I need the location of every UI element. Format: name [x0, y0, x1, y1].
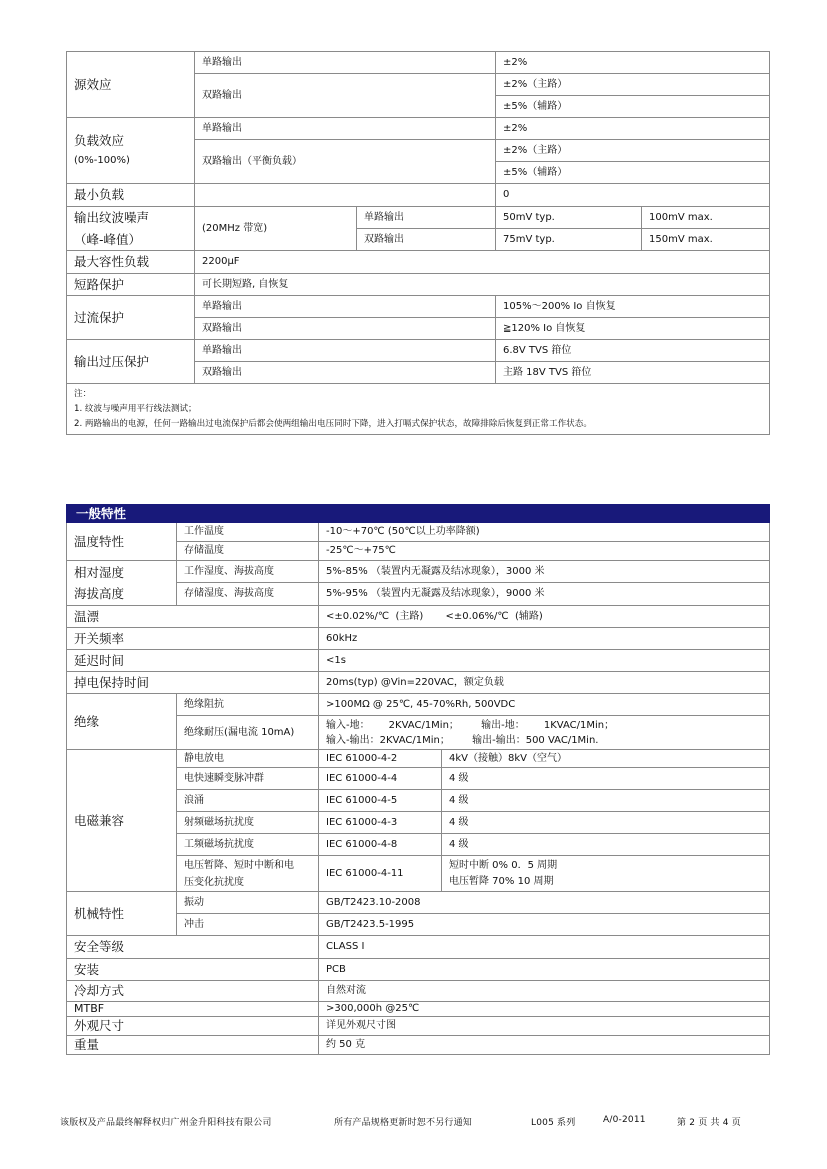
mech-shock-value: GB/T2423.5-1995 [319, 914, 770, 936]
over-current-dual-value: ≧120% Io 自恢复 [496, 318, 770, 340]
insulation-label: 绝缘 [67, 694, 177, 750]
insulation-resistance: 绝缘阻抗 [177, 694, 319, 716]
cooling-label: 冷却方式 [67, 981, 319, 1002]
temp-storage-value: -25℃～+75℃ [319, 542, 770, 561]
ripple-single: 单路输出 [357, 207, 496, 229]
section-header: 一般特性 [67, 505, 770, 523]
mtbf-label: MTBF [67, 1002, 319, 1017]
short-circuit-label: 短路保护 [67, 274, 195, 296]
weight-value: 约 50 克 [319, 1036, 770, 1055]
emc-level: 4 级 [442, 768, 770, 790]
install-label: 安装 [67, 959, 319, 981]
emc-standard: IEC 61000-4-8 [319, 834, 442, 856]
footer-series: L005 系列 [531, 1118, 576, 1128]
safety-label: 安全等级 [67, 936, 319, 959]
install-value: PCB [319, 959, 770, 981]
min-load-empty [195, 184, 496, 207]
over-current-single-value: 105%～200% Io 自恢复 [496, 296, 770, 318]
emc-item: 静电放电 [177, 750, 319, 768]
weight-label: 重量 [67, 1036, 319, 1055]
footer-copyright: 该版权及产品最终解释权归广州金升阳科技有限公司 [60, 1118, 272, 1128]
output-spec-table [66, 51, 770, 435]
over-current-label: 过流保护 [67, 296, 195, 340]
emc-item: 电快速瞬变脉冲群 [177, 768, 319, 790]
short-circuit-value: 可长期短路, 自恢复 [195, 274, 770, 296]
emc-level: 4 级 [442, 812, 770, 834]
temp-label: 温度特性 [67, 523, 177, 561]
mech-shock: 冲击 [177, 914, 319, 936]
footer-version: A/0-2011 [603, 1115, 646, 1125]
insulation-withstand-value [319, 716, 770, 750]
ripple-subtitle: （峰-峰值） [74, 231, 142, 247]
drift-label: 温漂 [67, 606, 319, 628]
over-voltage-dual-value: 主路 18V TVS 箝位 [496, 362, 770, 384]
load-effect-single: 单路输出 [195, 118, 496, 140]
humidity-title: 相对湿度 [74, 564, 125, 580]
source-effect-label: 源效应 [67, 52, 195, 118]
notes [67, 384, 770, 435]
mech-vibration-value: GB/T2423.10-2008 [319, 892, 770, 914]
holdup-value: 20ms(typ) @Vin=220VAC，额定负载 [319, 672, 770, 694]
switch-freq-label: 开关频率 [67, 628, 319, 650]
emc-standard: IEC 61000-4-2 [319, 750, 442, 768]
withstand-line-1: 输入-地： 2KVAC/1Min； 输出-地： 1KVAC/1Min； [326, 719, 615, 731]
emc-level: 4 级 [442, 790, 770, 812]
emc-level: 4 级 [442, 834, 770, 856]
mech-label: 机械特性 [67, 892, 177, 936]
emc-dip-item-line-1: 电压暂降、短时中断和电 [184, 859, 294, 871]
over-current-single: 单路输出 [195, 296, 496, 318]
over-voltage-label: 输出过压保护 [67, 340, 195, 384]
general-spec-table [66, 504, 770, 1055]
altitude-title: 海拔高度 [74, 585, 125, 601]
footer-page-number: 第 2 页 共 4 页 [677, 1118, 741, 1128]
source-effect-dual-aux: ±5%（辅路） [496, 96, 770, 118]
ripple-dual: 双路输出 [357, 229, 496, 251]
max-cap-value: 2200μF [195, 251, 770, 274]
ripple-dual-max: 150mV max. [642, 229, 770, 251]
load-effect-label [67, 118, 195, 184]
humidity-storage: 存储湿度、海拔高度 [177, 583, 319, 606]
over-voltage-single: 单路输出 [195, 340, 496, 362]
max-cap-label: 最大容性负载 [67, 251, 195, 274]
emc-dip-item-line-2: 压变化抗扰度 [184, 876, 244, 888]
temp-operating-value: -10～+70℃ (50℃以上功率降额) [319, 523, 770, 542]
load-effect-dual-main: ±2%（主路） [496, 140, 770, 162]
mech-vibration: 振动 [177, 892, 319, 914]
emc-standard: IEC 61000-4-11 [319, 856, 442, 892]
source-effect-dual-main: ±2%（主路） [496, 74, 770, 96]
ripple-title: 输出纹波噪声 [74, 209, 150, 225]
ripple-single-max: 100mV max. [642, 207, 770, 229]
emc-dip-level-line-1: 短时中断 0% 0．5 周期 [449, 859, 558, 871]
temp-storage: 存储温度 [177, 542, 319, 561]
load-effect-dual: 双路输出（平衡负载） [195, 140, 496, 184]
dims-value: 详见外观尺寸图 [319, 1017, 770, 1036]
load-effect-title: 负载效应 [74, 132, 125, 148]
mtbf-value: >300,000h @25℃ [319, 1002, 770, 1017]
emc-level [442, 856, 770, 892]
switch-freq-value: 60kHz [319, 628, 770, 650]
min-load-label: 最小负载 [67, 184, 195, 207]
drift-value: <±0.02%/℃ (主路) <±0.06%/℃ (辅路) [319, 606, 770, 628]
ripple-dual-typ: 75mV typ. [496, 229, 642, 251]
over-current-dual: 双路输出 [195, 318, 496, 340]
note-1: 1. 纹波与噪声用平行线法测试； [74, 404, 197, 414]
delay-value: <1s [319, 650, 770, 672]
note-2: 2. 两路输出的电源，任何一路输出过电流保护后都会使两组输出电压同时下降，进入打嗝式保护状态，故障排除后恢复到正常工作状态。 [74, 419, 592, 429]
humidity-label [67, 561, 177, 606]
ripple-single-typ: 50mV typ. [496, 207, 642, 229]
insulation-resistance-value: >100MΩ @ 25℃, 45-70%Rh, 500VDC [319, 694, 770, 716]
withstand-line-2: 输入-输出：2KVAC/1Min； 输出-输出：500 VAC/1Min. [326, 734, 599, 746]
emc-item: 浪涌 [177, 790, 319, 812]
emc-item: 工频磁场抗扰度 [177, 834, 319, 856]
emc-item [177, 856, 319, 892]
emc-label: 电磁兼容 [67, 750, 177, 892]
safety-value: CLASS I [319, 936, 770, 959]
source-effect-dual: 双路输出 [195, 74, 496, 118]
insulation-withstand: 绝缘耐压(漏电流 10mA) [177, 716, 319, 750]
footer-notice: 所有产品规格更新时恕不另行通知 [334, 1118, 473, 1128]
load-effect-range: (0%-100%) [74, 154, 130, 166]
delay-label: 延迟时间 [67, 650, 319, 672]
ripple-bandwidth: (20MHz 带宽) [195, 207, 357, 251]
dims-label: 外观尺寸 [67, 1017, 319, 1036]
humidity-operating-value: 5%-85% （装置内无凝露及结冰现象），3000 米 [319, 561, 770, 583]
source-effect-single: 单路输出 [195, 52, 496, 74]
load-effect-single-value: ±2% [496, 118, 770, 140]
emc-dip-level-line-2: 电压暂降 70% 10 周期 [449, 875, 554, 887]
emc-item: 射频磁场抗扰度 [177, 812, 319, 834]
source-effect-single-value: ±2% [496, 52, 770, 74]
cooling-value: 自然对流 [319, 981, 770, 1002]
humidity-storage-value: 5%-95% （装置内无凝露及结冰现象），9000 米 [319, 583, 770, 606]
emc-standard: IEC 61000-4-3 [319, 812, 442, 834]
humidity-operating: 工作湿度、海拔高度 [177, 561, 319, 583]
ripple-label [67, 207, 195, 251]
holdup-label: 掉电保持时间 [67, 672, 319, 694]
load-effect-dual-aux: ±5%（辅路） [496, 162, 770, 184]
over-voltage-single-value: 6.8V TVS 箝位 [496, 340, 770, 362]
emc-level: 4kV（接触）8kV（空气） [442, 750, 770, 768]
temp-operating: 工作温度 [177, 523, 319, 542]
notes-title: 注： [74, 389, 92, 399]
emc-standard: IEC 61000-4-4 [319, 768, 442, 790]
emc-standard: IEC 61000-4-5 [319, 790, 442, 812]
min-load-value: 0 [496, 184, 770, 207]
over-voltage-dual: 双路输出 [195, 362, 496, 384]
